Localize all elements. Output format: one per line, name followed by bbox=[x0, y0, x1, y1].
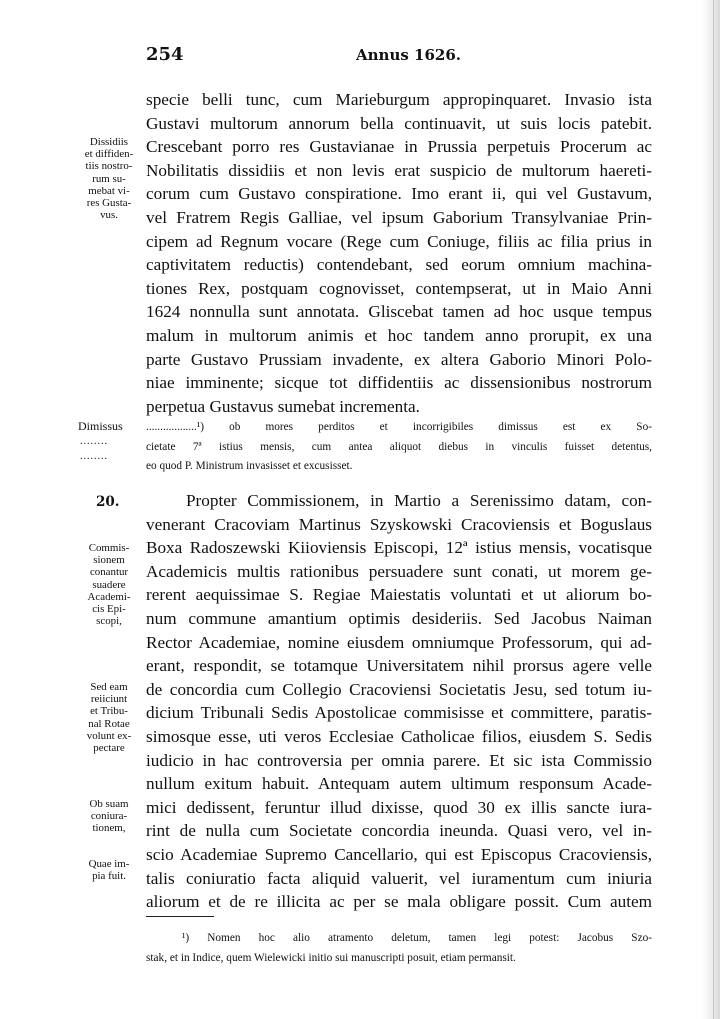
text-line: parte Gustavo Prussiam invadente, ex altera Gaborio Minori Polo- bbox=[146, 349, 652, 369]
footnote-line: stak, et in Indice, quem Wielewicki initio sui manuscripti posuit, etiam permansit. bbox=[146, 951, 516, 964]
margin-note-line: reiiciunt bbox=[90, 693, 128, 706]
margin-note-sed-eam bbox=[73, 681, 145, 754]
section-paragraph bbox=[146, 489, 652, 914]
text-line: de concordia cum Collegio Cracoviensi Societatis Jesu, sed totum iu- bbox=[146, 679, 652, 699]
text-line: malum in multorum animis et hoc tandem anno prorupit, ex una bbox=[146, 325, 652, 345]
text-line: mici dedissent, feruntur illud dixisse, quod 30 ex illis sancte iura- bbox=[146, 797, 652, 817]
margin-note-line: nal Rotae bbox=[88, 717, 130, 730]
text-line: dicium Tribunali Sedis Apostolicae commisisse et committere, paratis- bbox=[146, 703, 652, 723]
margin-note-ob-suam bbox=[73, 798, 145, 835]
text-line: scio Academiae Supremo Cancellario, qui est Episcopus Cracoviensis, bbox=[146, 844, 652, 864]
margin-note-line: coniura- bbox=[90, 810, 128, 823]
text-line: Crescebant porro res Gustavianae in Prussia perpetuis Procerum ac bbox=[146, 137, 652, 157]
footnote bbox=[146, 929, 652, 968]
margin-note-dimissus: Dimissus bbox=[78, 419, 123, 433]
page-edge-shadow bbox=[702, 0, 720, 1019]
text-line: nullum exitum habuit. Antequam autem ultimum responsum Acade- bbox=[146, 774, 652, 794]
inline-note bbox=[146, 418, 652, 477]
text-line: aliorum et de re illicita ac per se mala obligare possit. Cum autem bbox=[146, 892, 652, 912]
margin-note-line: tionem, bbox=[92, 822, 126, 835]
text-line: specie belli tunc, cum Marieburgum appropinquaret. Invasio ista bbox=[146, 90, 652, 109]
text-line: Propter Commissionem, in Martio a Serenissimo datam, con- bbox=[186, 491, 652, 510]
margin-dots: ........ bbox=[80, 451, 108, 462]
margin-note-line: conantur bbox=[89, 566, 129, 579]
text-line: vel Fratrem Regis Galliae, vel ipsum Gaborium Transylvaniae Prin- bbox=[146, 207, 652, 227]
margin-note-line: cis Epi- bbox=[92, 603, 126, 616]
text-line: iudicio in hac controversia per omnia parere. Et sic ista Commissio bbox=[146, 750, 652, 770]
margin-note-line: suadere bbox=[92, 578, 126, 591]
text-line: Gustavi multorum annorum bella continuavit, ut suis locis patebit. bbox=[146, 113, 652, 133]
continued-paragraph bbox=[146, 88, 652, 418]
margin-note-line: et Tribu- bbox=[90, 705, 128, 718]
margin-note-line: Ob suam bbox=[89, 798, 129, 810]
note-line: cietate 7ª istius mensis, cum antea aliquot diebus in vinculis fuisset detentus, bbox=[146, 440, 652, 453]
margin-note-line: Dissidiis bbox=[89, 136, 129, 148]
margin-note-quae-impia bbox=[73, 858, 145, 882]
margin-dots: ........ bbox=[80, 436, 108, 447]
margin-note-line: Quae im- bbox=[88, 858, 130, 870]
margin-note-line: Commis- bbox=[88, 542, 130, 554]
margin-note-line: scopi, bbox=[96, 615, 122, 628]
text-line: niae imminente; sicque tot diffidentiis ac dissensionibus nostrorum bbox=[146, 373, 652, 393]
margin-note-line: rum su- bbox=[92, 172, 126, 185]
section-number: 20. bbox=[96, 494, 120, 510]
text-line: erant, respondit, se totamque Universitatem nihil prorsus agere velle bbox=[146, 656, 652, 676]
text-line: Academicis multis rationibus persuadere sunt conati, ut morem ge- bbox=[146, 561, 652, 581]
text-line: Rector Academiae, nomine eiusdem omniumque Professorum, qui ad- bbox=[146, 632, 652, 652]
text-line: captivitatem reductis) contendebant, sed eorum omnium machina- bbox=[146, 255, 652, 275]
margin-note-line: sionem bbox=[93, 554, 125, 567]
margin-note-line: vus. bbox=[100, 209, 118, 222]
text-line: num commune amantium optimis desideriis. Sed Jacobus Naiman bbox=[146, 608, 652, 628]
margin-note-line: pectare bbox=[93, 742, 125, 755]
text-line: rerent aequissimae S. Regiae Maiestatis voluntati et ut aliorum bo- bbox=[146, 585, 652, 605]
running-title: Annus 1626. bbox=[356, 46, 461, 64]
text-line: venerant Cracoviam Martinus Szyskowski Cracoviensis et Boguslaus bbox=[146, 514, 652, 534]
margin-note-line: volunt ex- bbox=[86, 729, 132, 742]
note-line: eo quod P. Ministrum invasisset et excusisset. bbox=[146, 460, 353, 473]
text-line: perpetua Gustavus sumebat incrementa. bbox=[146, 396, 420, 416]
margin-note-dissidiis bbox=[73, 136, 145, 221]
text-line: 1624 nonnulla sunt annotata. Gliscebat tamen ad hoc usque tempus bbox=[146, 302, 652, 322]
text-line: talis coniuratio facta aliquid valuerit, vel iuramentum cum iniuria bbox=[146, 868, 652, 888]
text-line: Boxa Radoszewski Kiioviensis Episcopi, 12ª istius mensis, vocatisque bbox=[146, 538, 652, 558]
page-number: 254 bbox=[146, 44, 184, 65]
note-line: ..................¹) ob mores perditos et incorrigibiles dimissus est ex So- bbox=[146, 421, 652, 433]
margin-note-line: pia fuit. bbox=[92, 870, 126, 883]
margin-note-line: tiis nostro- bbox=[85, 160, 133, 173]
text-line: cipem ad Regnum vocare (Rege cum Coniuge, filiis ac filia prius in bbox=[146, 231, 652, 251]
footnote-divider bbox=[146, 916, 214, 917]
text-line: tiones Rex, postquam cognovisset, contempserat, ut in Maio Anni bbox=[146, 278, 652, 298]
margin-note-line: mebat vi- bbox=[88, 184, 130, 197]
margin-note-line: res Gusta- bbox=[86, 197, 132, 210]
margin-note-line: et diffiden- bbox=[84, 148, 134, 161]
margin-note-commissionem bbox=[73, 542, 145, 627]
margin-note-line: Academi- bbox=[87, 590, 131, 603]
text-line: simosque esse, uti veros Ecclesiae Catholicae filios, eiusdem S. Sedis bbox=[146, 726, 652, 746]
footnote-line: ¹) Nomen hoc alio atramento deletum, tamen legi potest: Jacobus Szo- bbox=[182, 932, 652, 944]
text-line: corum cum Gustavo conspiratione. Imo erant ii, qui vel Gustavum, bbox=[146, 184, 652, 204]
text-line: rint de nulla cum Societate concordia ineunda. Quasi vero, vel in- bbox=[146, 821, 652, 841]
text-line: Nobilitatis dissidiis et non levis erat suspicio de multorum haereti- bbox=[146, 160, 652, 180]
margin-note-line: Sed eam bbox=[90, 681, 128, 693]
